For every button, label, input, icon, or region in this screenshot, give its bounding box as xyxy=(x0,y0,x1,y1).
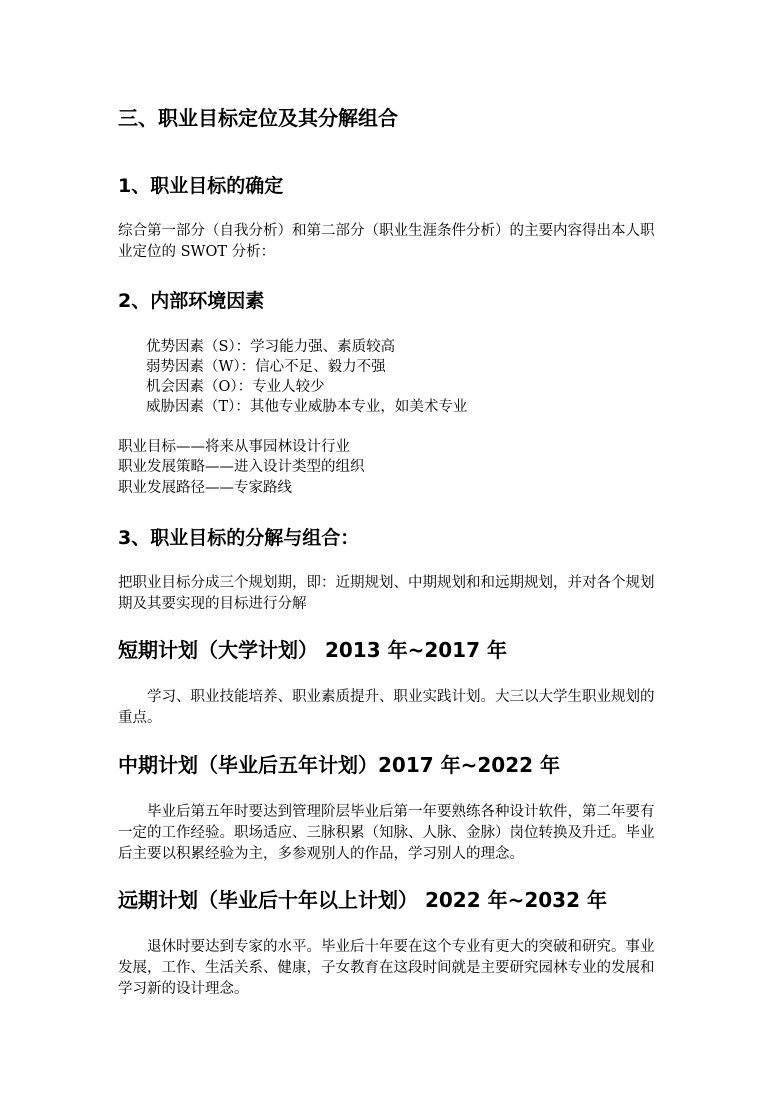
paragraph-decomposition: 把职业目标分成三个规划期，即：近期规划、中期规划和和远期规划，并对各个规划期及其要实现的目标进行分解 xyxy=(118,575,655,612)
heading-short-term-plan: 短期计划（大学计划） 2013 年~2017 年 xyxy=(118,638,507,662)
heading-mid-term-plan: 中期计划（毕业后五年计划）2017 年~2022 年 xyxy=(118,753,561,777)
swot-weaknesses: 弱势因素（W）：信心不足、毅力不强 xyxy=(146,359,386,375)
section-title: 三、职业目标定位及其分解组合 xyxy=(118,106,398,130)
swot-threats: 威胁因素（T）：其他专业威胁本专业，如美术专业 xyxy=(146,399,468,415)
heading-goal-determination: 1、职业目标的确定 xyxy=(118,175,284,197)
swot-opportunities: 机会因素（O）：专业人较少 xyxy=(146,379,325,395)
career-path: 职业发展路径——专家路线 xyxy=(118,480,292,496)
heading-long-term-plan: 远期计划（毕业后十年以上计划） 2022 年~2032 年 xyxy=(118,888,607,912)
heading-goal-decomposition: 3、职业目标的分解与组合： xyxy=(118,527,360,549)
paragraph-swot-intro: 综合第一部分（自我分析）和第二部分（职业生涯条件分析）的主要内容得出本人职业定位的 SWOT 分析： xyxy=(118,223,655,260)
heading-internal-factors: 2、内部环境因素 xyxy=(118,290,265,312)
paragraph-mid-term-plan: 毕业后第五年时要达到管理阶层毕业后第一年要熟练各种设计软件，第二年要有一定的工作经验。职场适应、三脉积累（知脉、人脉、金脉）岗位转换及升迁。毕业后主要以积累经验为主，多参观别人的作品，学习别人的理念。 xyxy=(118,804,655,862)
career-goal: 职业目标——将来从事园林设计行业 xyxy=(118,439,350,455)
paragraph-short-term-plan: 学习、职业技能培养、职业素质提升、职业实践计划。大三以大学生职业规划的重点。 xyxy=(118,689,655,726)
paragraph-long-term-plan: 退休时要达到专家的水平。毕业后十年要在这个专业有更大的突破和研究。事业发展，工作、生活关系、健康，子女教育在这段时间就是主要研究园林专业的发展和学习新的设计理念。 xyxy=(118,939,655,997)
swot-strengths: 优势因素（S）：学习能力强、素质较高 xyxy=(146,339,396,355)
career-strategy: 职业发展策略——进入设计类型的组织 xyxy=(118,459,365,475)
